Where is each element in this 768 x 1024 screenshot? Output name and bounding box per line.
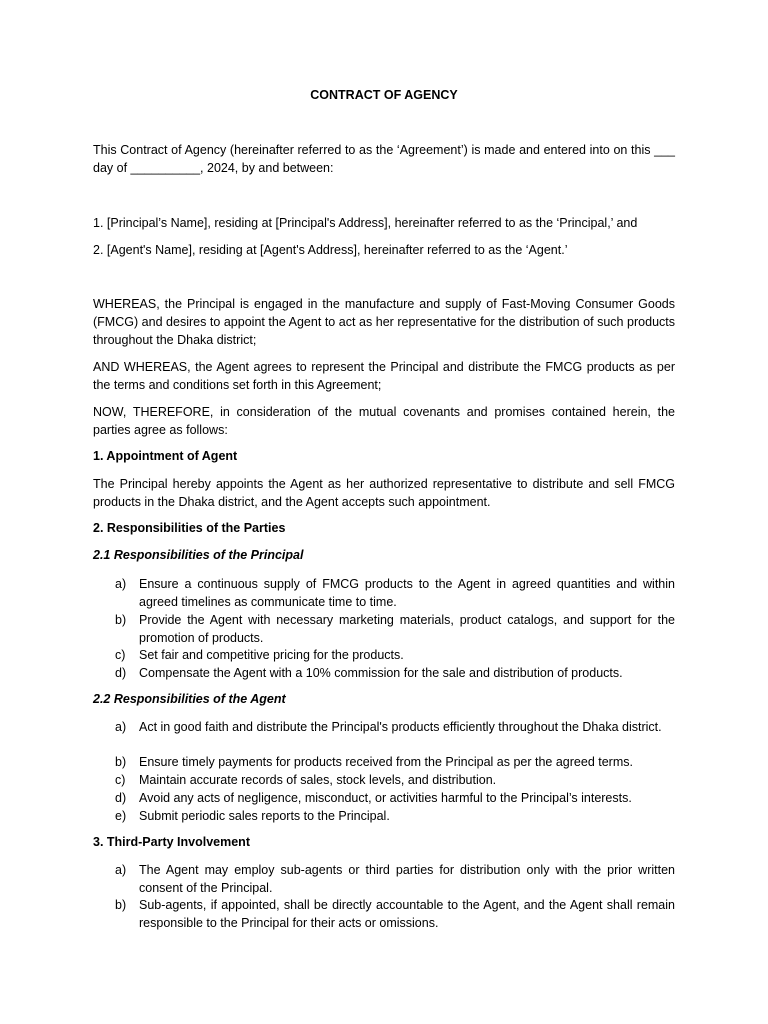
- list-text: Submit periodic sales reports to the Principal.: [139, 809, 390, 823]
- intro-paragraph: This Contract of Agency (hereinafter referred to as the ‘Agreement’) is made and entered into on this ___ day of __________, 2024, by and between:: [93, 143, 675, 175]
- document-title: CONTRACT OF AGENCY: [310, 88, 458, 102]
- list-item: [115, 861, 675, 897]
- list-text: Provide the Agent with necessary marketing materials, product catalogs, and support for the promotion of products.: [139, 613, 675, 645]
- section-2-2-heading: 2.2 Responsibilities of the Agent: [93, 692, 286, 706]
- list-text: Ensure timely payments for products received from the Principal as per the agreed terms.: [139, 755, 633, 769]
- list-item: [115, 611, 675, 647]
- list-text: Ensure a continuous supply of FMCG products to the Agent in agreed quantities and within agreed timelines as communicate time to time.: [139, 577, 675, 609]
- list-item: [115, 718, 675, 736]
- party-one: 1. [Principal’s Name], residing at [Principal's Address], hereinafter referred to as the ‘Principal,’ and: [93, 216, 638, 230]
- list-marker: a): [115, 863, 127, 877]
- list-text: Avoid any acts of negligence, misconduct, or activities harmful to the Principal’s interests.: [139, 791, 632, 805]
- list-marker: b): [115, 613, 127, 627]
- list-marker: e): [115, 809, 127, 823]
- list-text: Compensate the Agent with a 10% commission for the sale and distribution of products.: [139, 666, 623, 680]
- list-text: Act in good faith and distribute the Principal's products efficiently throughout the Dhaka district.: [139, 720, 662, 734]
- now-therefore-paragraph: NOW, THEREFORE, in consideration of the mutual covenants and promises contained herein, the parties agree as follows:: [93, 405, 675, 437]
- list-text: Set fair and competitive pricing for the products.: [139, 648, 404, 662]
- list-item: [115, 646, 675, 664]
- list-item: [115, 896, 675, 932]
- list-marker: a): [115, 577, 127, 591]
- list-marker: d): [115, 791, 127, 805]
- list-marker: c): [115, 648, 126, 662]
- list-marker: b): [115, 898, 127, 912]
- list-item: [115, 807, 675, 825]
- list-item: [115, 771, 675, 789]
- whereas-paragraph: WHEREAS, the Principal is engaged in the manufacture and supply of Fast-Moving Consumer Goods (FMCG) and desires to appoint the Agent to act as her representative for the distribution of such products throughout the Dhaka district;: [93, 297, 675, 347]
- section-2-1-heading: 2.1 Responsibilities of the Principal: [93, 548, 304, 562]
- section-1-heading: 1. Appointment of Agent: [93, 449, 238, 463]
- list-item: [115, 753, 675, 771]
- list-text: The Agent may employ sub-agents or third parties for distribution only with the prior written consent of the Principal.: [139, 863, 675, 895]
- party-two: 2. [Agent's Name], residing at [Agent's Address], hereinafter referred to as the ‘Agent.’: [93, 243, 568, 257]
- section-3-heading: 3. Third-Party Involvement: [93, 835, 250, 849]
- list-item: [115, 789, 675, 807]
- section-1-text: The Principal hereby appoints the Agent as her authorized representative to distribute and sell FMCG products in the Dhaka district, and the Agent accepts such appointment.: [93, 477, 675, 509]
- list-marker: a): [115, 720, 127, 734]
- list-marker: c): [115, 773, 126, 787]
- list-item: [115, 575, 675, 611]
- section-2-heading: 2. Responsibilities of the Parties: [93, 521, 286, 535]
- list-marker: b): [115, 755, 127, 769]
- list-item: [115, 664, 675, 682]
- and-whereas-paragraph: AND WHEREAS, the Agent agrees to represent the Principal and distribute the FMCG products as per the terms and conditions set forth in this Agreement;: [93, 360, 675, 392]
- list-text: Sub-agents, if appointed, shall be directly accountable to the Agent, and the Agent shall remain responsible to the Principal for their acts or omissions.: [139, 898, 675, 930]
- list-text: Maintain accurate records of sales, stock levels, and distribution.: [139, 773, 497, 787]
- list-marker: d): [115, 666, 127, 680]
